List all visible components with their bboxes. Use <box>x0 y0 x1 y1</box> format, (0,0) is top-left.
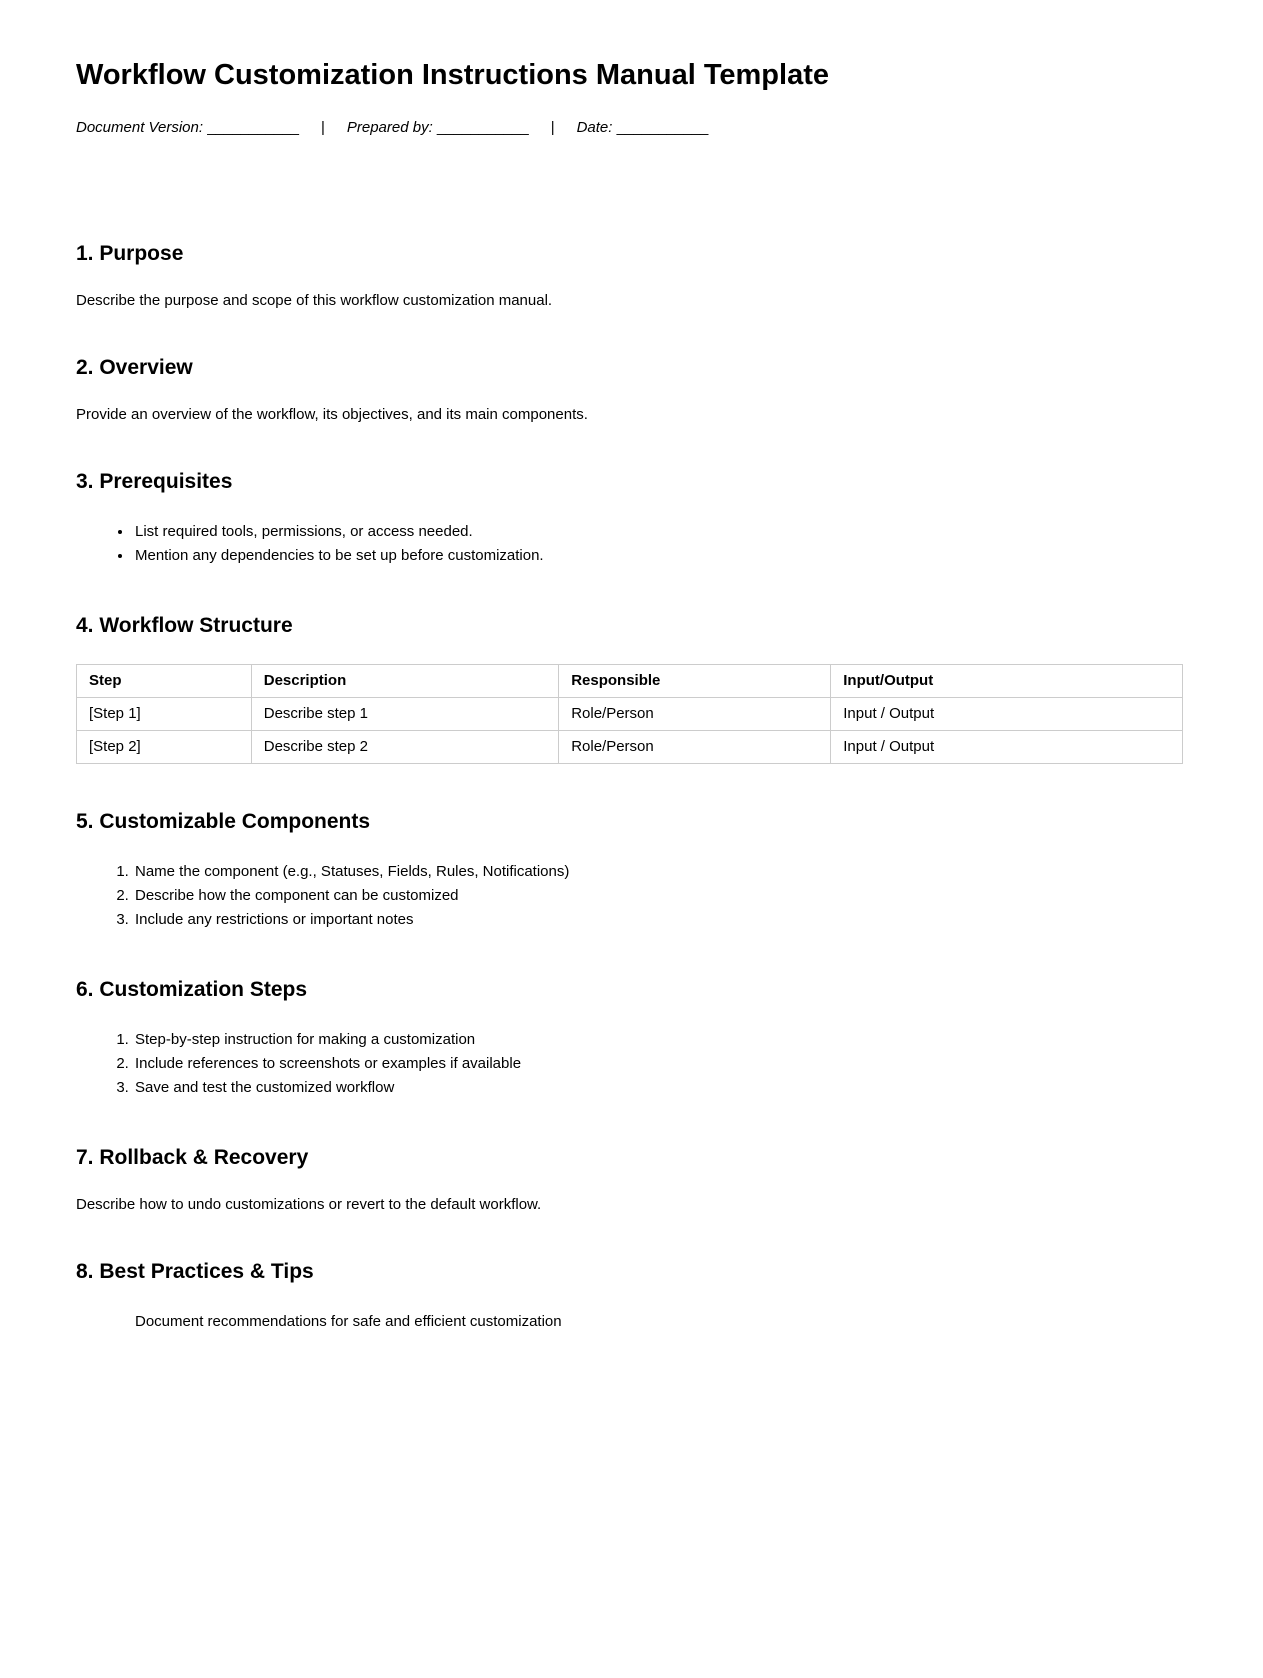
table-header-row <box>77 665 1183 698</box>
section-heading-customizable-components: 5. Customizable Components <box>76 810 371 833</box>
list-item: 1. Name the component (e.g., Statuses, Fields, Rules, Notifications) <box>133 860 1183 884</box>
list-item: 2. Include references to screenshots or examples if available <box>133 1052 1183 1076</box>
table-header-input-output: Input/Output <box>831 665 1183 698</box>
table-cell: Describe step 1 <box>251 698 558 731</box>
table-cell: Describe step 2 <box>251 731 558 764</box>
customizable-components-list <box>76 860 1183 932</box>
section-heading-workflow-structure: 4. Workflow Structure <box>76 614 293 637</box>
meta-blank-prepared-by: ___________ <box>436 119 529 136</box>
table-row <box>77 698 1183 731</box>
section-body-overview: Provide an overview of the workflow, its objectives, and its main components. <box>76 406 588 423</box>
list-item-clipped: Document recommendations for safe and efficient customization <box>135 1313 562 1330</box>
list-item: 3. Save and test the customized workflow <box>133 1076 1183 1100</box>
list-item: 3. Include any restrictions or important notes <box>133 908 1183 932</box>
table-cell: [Step 1] <box>77 698 252 731</box>
meta-label-date: Date: <box>576 119 613 136</box>
table-cell: Role/Person <box>559 698 831 731</box>
meta-line <box>76 118 1183 138</box>
list-item: 1. Step-by-step instruction for making a customization <box>133 1028 1183 1052</box>
meta-label-document-version: Document Version: <box>76 119 204 136</box>
list-item: • List required tools, permissions, or access needed. <box>133 520 1183 544</box>
table-cell: Role/Person <box>559 731 831 764</box>
best-practices-list <box>76 1310 1183 1334</box>
table-row <box>77 731 1183 764</box>
section-heading-best-practices: 8. Best Practices & Tips <box>76 1260 314 1283</box>
meta-separator: | <box>550 119 555 136</box>
section-body-rollback-recovery: Describe how to undo customizations or revert to the default workflow. <box>76 1196 542 1213</box>
list-item: • Mention any dependencies to be set up before customization. <box>133 544 1183 568</box>
list-item: 2. Describe how the component can be customized <box>133 884 1183 908</box>
meta-label-prepared-by: Prepared by: <box>346 119 433 136</box>
section-heading-purpose: 1. Purpose <box>76 242 184 265</box>
meta-separator: | <box>320 119 325 136</box>
customization-steps-list <box>76 1028 1183 1100</box>
workflow-structure-table <box>76 664 1183 764</box>
document-title: Workflow Customization Instructions Manual Template <box>76 59 829 91</box>
prerequisites-list <box>76 520 1183 568</box>
meta-blank-date: ___________ <box>616 119 709 136</box>
section-heading-overview: 2. Overview <box>76 356 193 379</box>
table-header-step: Step <box>77 665 252 698</box>
table-header-description: Description <box>251 665 558 698</box>
table-header-responsible: Responsible <box>559 665 831 698</box>
meta-blank-document-version: ___________ <box>207 119 299 136</box>
section-heading-rollback-recovery: 7. Rollback & Recovery <box>76 1146 309 1169</box>
section-body-purpose: Describe the purpose and scope of this workflow customization manual. <box>76 292 553 309</box>
table-cell: Input / Output <box>831 731 1183 764</box>
section-heading-prerequisites: 3. Prerequisites <box>76 470 233 493</box>
section-heading-customization-steps: 6. Customization Steps <box>76 978 308 1001</box>
table-cell: Input / Output <box>831 698 1183 731</box>
table-cell: [Step 2] <box>77 731 252 764</box>
